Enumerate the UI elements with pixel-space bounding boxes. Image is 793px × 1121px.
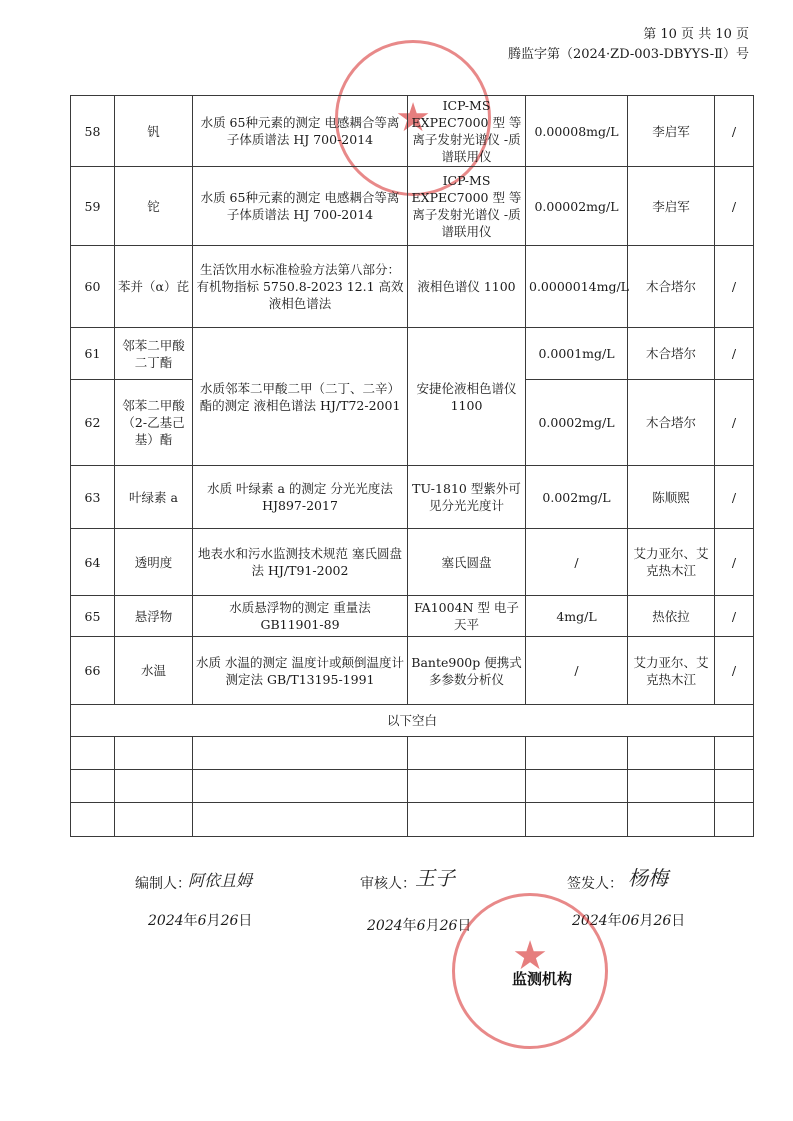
compiler-signature: 阿依且姆 (188, 871, 253, 890)
issuer-label: 签发人： (567, 876, 623, 892)
cell-no: 58 (71, 96, 115, 167)
cell-limit: 0.00008mg/L (526, 96, 628, 167)
cell-item: 水温 (115, 637, 193, 705)
table-row (71, 637, 754, 705)
reviewer-signature: 王子 (415, 866, 455, 890)
issuer-signature: 杨梅 (628, 866, 668, 890)
cell-remark: / (715, 596, 754, 637)
compiler-label: 编制人： (135, 876, 191, 892)
table-row (71, 96, 754, 167)
cell-analyst: 木合塔尔 (628, 380, 715, 466)
cell-remark: / (715, 96, 754, 167)
issuer-date: 2024年06月26日 (572, 913, 686, 929)
cell-no: 63 (71, 466, 115, 529)
reviewer-label: 审核人： (360, 876, 416, 892)
table-row (71, 596, 754, 637)
cell-analyst: 李启军 (628, 167, 715, 246)
blank-note: 以下空白 (71, 705, 754, 737)
table-row (71, 466, 754, 529)
cell-limit: 0.002mg/L (526, 466, 628, 529)
cell-instrument: 液相色谱仪 1100 (408, 246, 526, 328)
table-row (71, 246, 754, 328)
cell-instrument: FA1004N 型 电子天平 (408, 596, 526, 637)
reviewer-date: 2024年6月26日 (367, 918, 472, 934)
cell-no: 59 (71, 167, 115, 246)
cell-analyst: 木合塔尔 (628, 246, 715, 328)
cell-instrument: TU-1810 型紫外可见分光光度计 (408, 466, 526, 529)
cell-analyst: 木合塔尔 (628, 328, 715, 380)
blank-note-row (71, 705, 754, 737)
cell-item: 苯并（α）芘 (115, 246, 193, 328)
cell-no: 66 (71, 637, 115, 705)
cell-analyst: 艾力亚尔、艾克热木江 (628, 637, 715, 705)
cell-analyst: 李启军 (628, 96, 715, 167)
cell-method: 水质 65种元素的测定 电感耦合等离子体质谱法 HJ 700-2014 (193, 167, 408, 246)
report-number: 腾监字第（2024·ZD-003-DBYYS-Ⅱ）号 (507, 47, 749, 62)
page-info: 第 10 页 共 10 页 (643, 27, 749, 42)
cell-method: 水质 65种元素的测定 电感耦合等离子体质谱法 HJ 700-2014 (193, 96, 408, 167)
results-table (70, 95, 754, 837)
cell-limit: 0.0002mg/L (526, 380, 628, 466)
table-row (71, 529, 754, 596)
cell-remark: / (715, 328, 754, 380)
cell-item: 邻苯二甲酸二丁酯 (115, 328, 193, 380)
cell-instrument: 塞氏圆盘 (408, 529, 526, 596)
cell-no: 62 (71, 380, 115, 466)
organization-label: 监测机构 (512, 970, 573, 988)
cell-instrument: Bante900p 便携式多参数分析仪 (408, 637, 526, 705)
table-row (71, 328, 754, 380)
cell-remark: / (715, 380, 754, 466)
cell-no: 60 (71, 246, 115, 328)
cell-method: 水质 水温的测定 温度计或颠倒温度计测定法 GB/T13195-1991 (193, 637, 408, 705)
cell-item: 铊 (115, 167, 193, 246)
empty-row (71, 803, 754, 837)
cell-limit: / (526, 637, 628, 705)
table-row (71, 167, 754, 246)
cell-remark: / (715, 466, 754, 529)
cell-method: 生活饮用水标准检验方法第八部分：有机物指标 5750.8-2023 12.1 高效液相色谱法 (193, 246, 408, 328)
cell-limit: 4mg/L (526, 596, 628, 637)
cell-no: 61 (71, 328, 115, 380)
cell-no: 64 (71, 529, 115, 596)
cell-item: 叶绿素 a (115, 466, 193, 529)
cell-method: 水质 叶绿素 a 的测定 分光光度法 HJ897-2017 (193, 466, 408, 529)
empty-row (71, 737, 754, 770)
empty-row (71, 770, 754, 803)
cell-remark: / (715, 529, 754, 596)
cell-item: 悬浮物 (115, 596, 193, 637)
cell-limit: 0.0000014mg/L (526, 246, 628, 328)
cell-method: 地表水和污水监测技术规范 塞氏圆盘法 HJ/T91-2002 (193, 529, 408, 596)
cell-remark: / (715, 167, 754, 246)
cell-item: 透明度 (115, 529, 193, 596)
cell-no: 65 (71, 596, 115, 637)
cell-limit: 0.0001mg/L (526, 328, 628, 380)
cell-item: 邻苯二甲酸（2-乙基己基）酯 (115, 380, 193, 466)
cell-instrument-merged: 安捷伦液相色谱仪 1100 (408, 328, 526, 466)
cell-analyst: 热依拉 (628, 596, 715, 637)
star-icon: ★ (395, 95, 431, 141)
cell-analyst: 陈顺熙 (628, 466, 715, 529)
compiler-date: 2024年6月26日 (148, 913, 253, 929)
cell-limit: / (526, 529, 628, 596)
cell-limit: 0.00002mg/L (526, 167, 628, 246)
cell-method-merged: 水质邻苯二甲酸二甲（二丁、二辛）酯的测定 液相色谱法 HJ/T72-2001 (193, 328, 408, 466)
cell-instrument: ICP-MS EXPEC7000 型 等离子发射光谱仪 -质谱联用仪 (408, 167, 526, 246)
cell-item: 钒 (115, 96, 193, 167)
star-icon: ★ (512, 933, 548, 979)
cell-remark: / (715, 637, 754, 705)
cell-analyst: 艾力亚尔、艾克热木江 (628, 529, 715, 596)
cell-instrument: ICP-MS EXPEC7000 型 等离子发射光谱仪 -质谱联用仪 (408, 96, 526, 167)
cell-remark: / (715, 246, 754, 328)
cell-method: 水质悬浮物的测定 重量法 GB11901-89 (193, 596, 408, 637)
